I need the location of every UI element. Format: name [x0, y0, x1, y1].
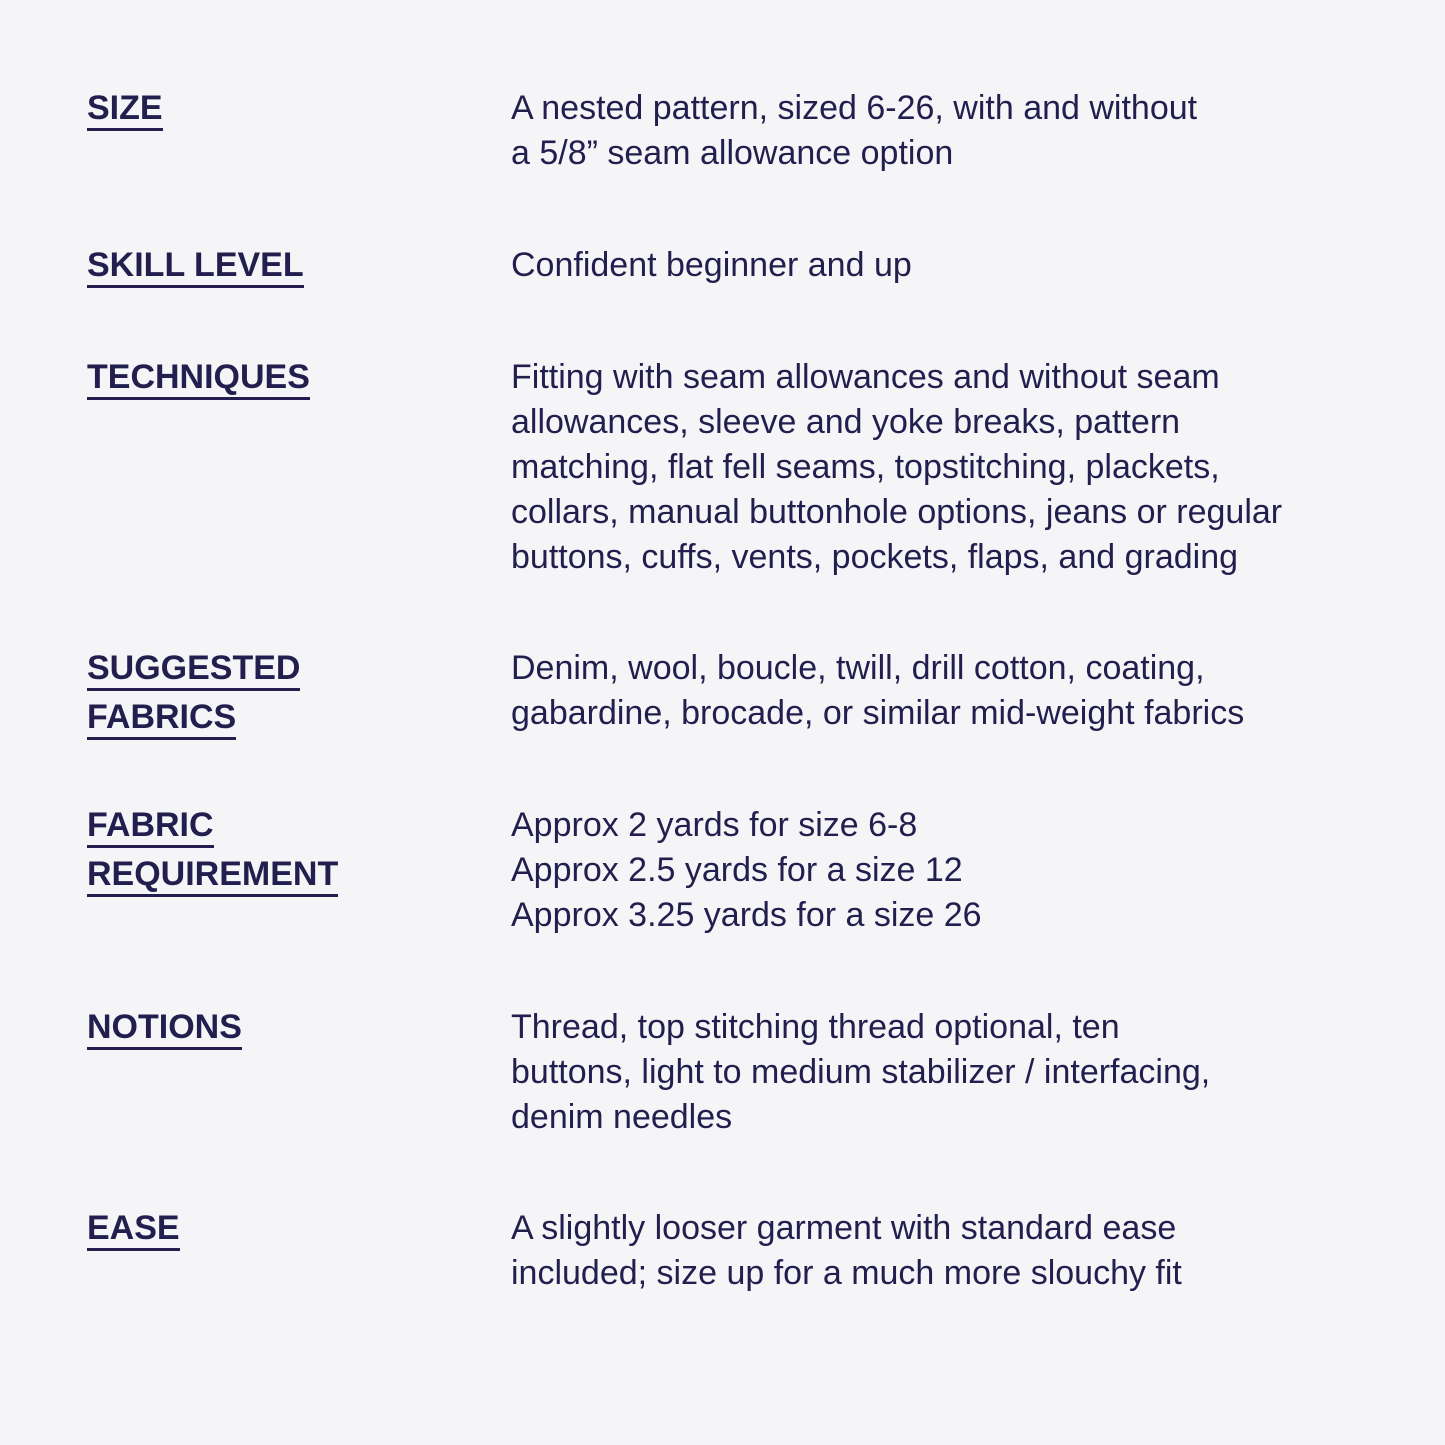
spec-value-line: a 5/8” seam allowance option — [511, 134, 954, 172]
spec-value-line: Approx 3.25 yards for a size 26 — [511, 896, 982, 934]
spec-value — [511, 243, 1411, 288]
spec-value-line: Approx 2 yards for size 6-8 — [511, 806, 918, 844]
spec-label-line: SKILL LEVEL — [87, 247, 304, 288]
spec-value — [511, 1005, 1411, 1140]
spec-label — [87, 1206, 447, 1255]
spec-value-line: gabardine, brocade, or similar mid-weight fabrics — [511, 694, 1245, 732]
spec-label — [87, 1005, 447, 1054]
spec-value-line: Confident beginner and up — [511, 246, 912, 284]
spec-value — [511, 646, 1411, 736]
spec-label-line: FABRIC — [87, 807, 214, 848]
spec-label-line: FABRICS — [87, 699, 236, 740]
spec-value — [511, 86, 1411, 176]
spec-value-line: buttons, light to medium stabilizer / interfacing, — [511, 1053, 1211, 1091]
spec-label — [87, 86, 447, 135]
spec-value — [511, 355, 1411, 580]
spec-value-line: Thread, top stitching thread optional, ten — [511, 1008, 1120, 1046]
spec-label-line: SUGGESTED — [87, 650, 300, 691]
spec-value-line: denim needles — [511, 1098, 733, 1136]
spec-value-line: Denim, wool, boucle, twill, drill cotton, coating, — [511, 649, 1205, 687]
spec-value-line: Fitting with seam allowances and without seam — [511, 358, 1220, 396]
spec-value — [511, 1206, 1411, 1296]
spec-label-line: NOTIONS — [87, 1009, 242, 1050]
spec-value-line: matching, flat fell seams, topstitching, plackets, — [511, 448, 1220, 486]
spec-label — [87, 646, 447, 744]
spec-value-line: included; size up for a much more slouchy fit — [511, 1254, 1182, 1292]
spec-value-line: A slightly looser garment with standard ease — [511, 1209, 1177, 1247]
spec-value-line: buttons, cuffs, vents, pockets, flaps, and grading — [511, 538, 1239, 576]
spec-label-line: SIZE — [87, 90, 163, 131]
spec-label-line: EASE — [87, 1210, 180, 1251]
spec-label-line: REQUIREMENT — [87, 856, 338, 897]
spec-value-line: Approx 2.5 yards for a size 12 — [511, 851, 963, 889]
spec-value-line: collars, manual buttonhole options, jeans or regular — [511, 493, 1283, 531]
spec-label — [87, 355, 447, 404]
spec-label-line: TECHNIQUES — [87, 359, 310, 400]
spec-value — [511, 803, 1411, 938]
spec-label — [87, 803, 447, 901]
spec-label — [87, 243, 447, 292]
spec-value-line: allowances, sleeve and yoke breaks, pattern — [511, 403, 1181, 441]
spec-value-line: A nested pattern, sized 6-26, with and without — [511, 89, 1198, 127]
